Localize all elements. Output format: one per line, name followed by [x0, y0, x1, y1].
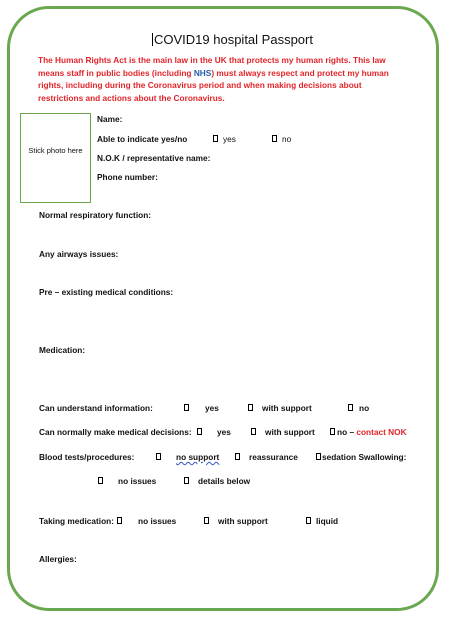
understand-no-label: no — [359, 403, 370, 413]
taking-no-issues-checkbox[interactable] — [117, 517, 122, 524]
decisions-no-checkbox[interactable] — [330, 428, 335, 435]
decisions-no-label — [337, 427, 407, 437]
yes-no-no-checkbox[interactable] — [272, 135, 277, 142]
taking-medication-label: Taking medication: — [39, 516, 114, 526]
decisions-support-label: with support — [265, 427, 315, 437]
decisions-label: Can normally make medical decisions: — [39, 427, 192, 437]
understand-no-checkbox[interactable] — [348, 404, 353, 411]
yes-no-yes-label: yes — [223, 134, 236, 144]
notice-text-part2: ) must always respect and protect my human rights, including during the Coronavirus period and when making decisions about restrictions and actions about the Coronavirus. — [38, 67, 389, 103]
swallowing-text: Swallowing: — [358, 452, 407, 462]
swallowing-details-checkbox[interactable] — [184, 477, 189, 484]
understand-yes-checkbox[interactable] — [184, 404, 189, 411]
photo-placeholder-text: Stick photo here — [28, 146, 83, 155]
conditions-label: Pre – existing medical conditions: — [39, 287, 174, 297]
taking-support-checkbox[interactable] — [204, 517, 209, 524]
title-text: COVID19 hospital Passport — [154, 32, 313, 47]
decisions-yes-label: yes — [217, 427, 231, 437]
taking-support-label: with support — [218, 516, 268, 526]
notice-text-part1: The Human Rights Act is the main law in the UK that protects my human rights. This law means staff in public bodies (including — [38, 55, 386, 78]
understand-label: Can understand information: — [39, 403, 153, 413]
decisions-yes-checkbox[interactable] — [197, 428, 202, 435]
decisions-no-text: no – — [337, 427, 355, 437]
swallowing-no-issues-checkbox[interactable] — [98, 477, 103, 484]
medication-label: Medication: — [39, 345, 86, 355]
understand-support-label: with support — [262, 403, 312, 413]
swallowing-no-issues-label: no issues — [118, 476, 157, 486]
name-label: Name: — [97, 114, 123, 124]
nok-label: N.O.K / representative name: — [97, 153, 211, 163]
blood-no-support-checkbox[interactable] — [156, 453, 161, 460]
human-rights-notice — [38, 54, 408, 104]
allergies-label: Allergies: — [39, 554, 77, 564]
understand-yes-label: yes — [205, 403, 219, 413]
blood-no-support-label: no support — [176, 452, 220, 462]
yes-no-no-label: no — [282, 134, 292, 144]
taking-liquid-checkbox[interactable] — [306, 517, 311, 524]
sedation-swallowing-label — [322, 452, 406, 462]
blood-sedation-checkbox[interactable] — [316, 453, 321, 460]
respiratory-label: Normal respiratory function: — [39, 210, 152, 220]
sedation-text: sedation — [322, 452, 357, 462]
page-title — [152, 32, 313, 47]
understand-support-checkbox[interactable] — [248, 404, 253, 411]
text-cursor — [152, 33, 153, 46]
blood-tests-label: Blood tests/procedures: — [39, 452, 135, 462]
decisions-support-checkbox[interactable] — [251, 428, 256, 435]
phone-label: Phone number: — [97, 172, 158, 182]
contact-nok-text: contact NOK — [356, 427, 407, 437]
taking-liquid-label: liquid — [316, 516, 339, 526]
yes-no-yes-checkbox[interactable] — [213, 135, 218, 142]
notice-nhs: NHS — [193, 67, 212, 78]
photo-box[interactable] — [20, 113, 91, 203]
taking-no-issues-label: no issues — [138, 516, 177, 526]
blood-reassurance-label: reassurance — [249, 452, 298, 462]
swallowing-details-label: details below — [198, 476, 251, 486]
yes-no-label: Able to indicate yes/no — [97, 134, 188, 144]
airways-label: Any airways issues: — [39, 249, 119, 259]
blood-reassurance-checkbox[interactable] — [235, 453, 240, 460]
